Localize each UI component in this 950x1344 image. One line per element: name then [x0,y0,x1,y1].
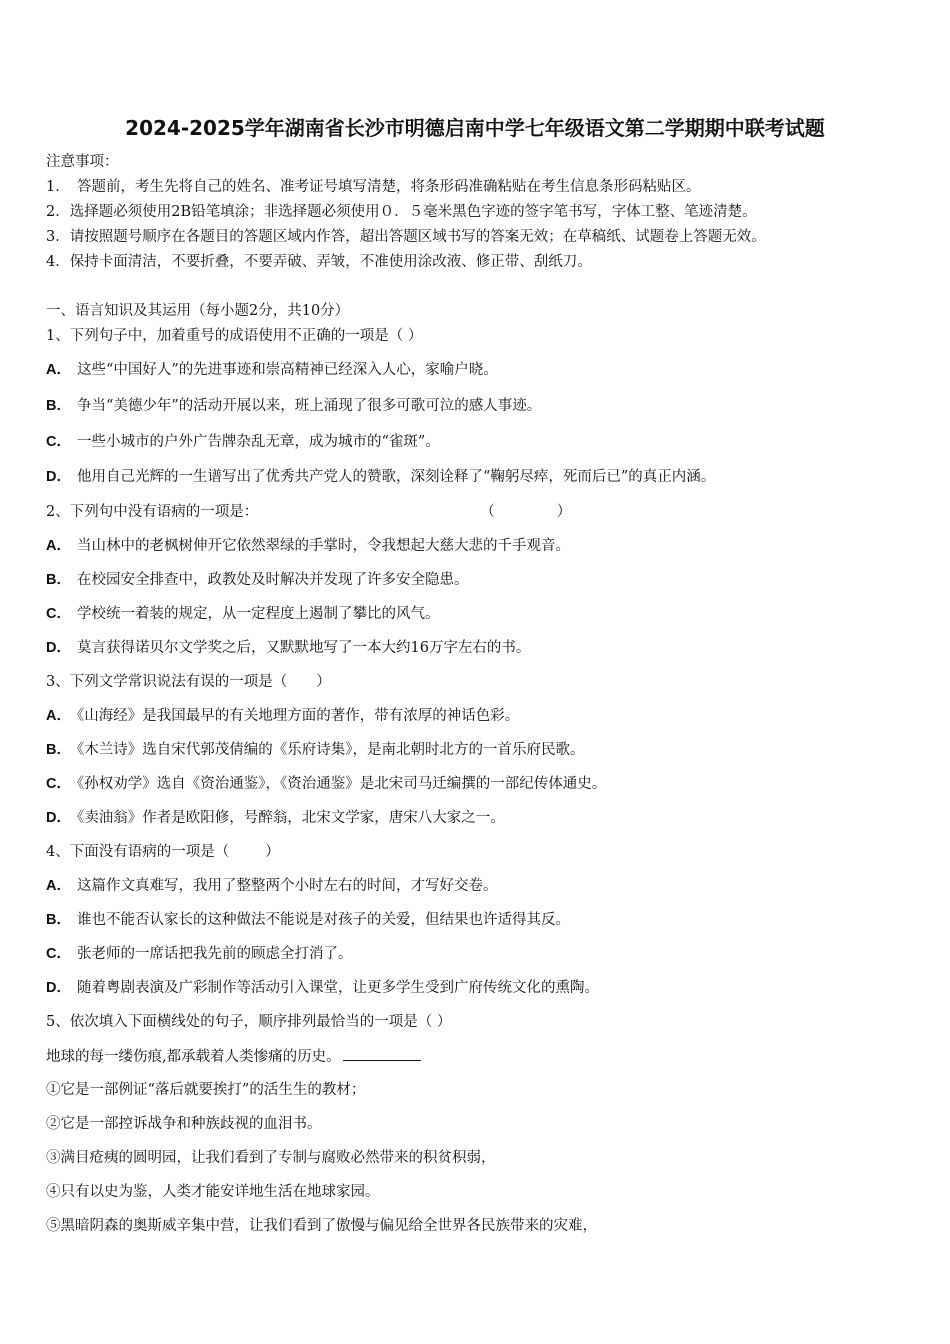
option-letter: D． [46,469,71,485]
exam-title: 2024-2025学年湖南省长沙市明德启南中学七年级语文第二学期期中联考试题 [125,116,825,140]
option-letter: B． [46,912,71,928]
question-3-option-c[interactable] [46,774,606,794]
option-text: 《山海经》是我国最早的有关地理方面的著作，带有浓厚的神话色彩。 [76,708,520,724]
option-text: 争当“美德少年”的活动开展以来，班上涌现了很多可歌可泣的感人事迹。 [76,398,542,414]
option-letter: B． [46,742,71,758]
option-text: 这篇作文真难写，我用了整整两个小时左右的时间，才写好交卷。 [76,878,498,894]
option-text: 他用自己光辉的一生谱写出了优秀共产党人的赞歌，深刻诠释了“鞠躬尽瘁，死而后已”的真正内涵。 [76,469,716,485]
notice-item-1: 1． 答题前，考生先将自己的姓名、准考证号填写清楚，将条形码准确粘贴在考生信息条形码粘贴区。 [46,179,701,195]
question-5-item-5: ⑤黑暗阴森的奥斯威辛集中营，让我们看到了傲慢与偏见给全世界各民族带来的灾难， [46,1218,597,1234]
option-text: 《木兰诗》选自宋代郭茂倩编的《乐府诗集》，是南北朝时北方的一首乐府民歌。 [76,742,585,758]
question-1-stem: 1、下列句子中，加着重号的成语使用不正确的一项是（ ） [46,328,423,344]
option-letter: D． [46,810,71,826]
fill-blank [343,1046,421,1061]
notice-item-2: 2．选择题必须使用2B铅笔填涂；非选择题必须使用０．５毫米黑色字迹的签字笔书写，字体工整、笔迹清楚。 [46,204,757,220]
option-text: 莫言获得诺贝尔文学奖之后，又默默地写了一本大约16万字左右的书。 [76,640,531,656]
option-text: 当山林中的老枫树伸开它依然翠绿的手掌时，令我想起大慈大悲的千手观音。 [76,538,570,554]
option-text: 《卖油翁》作者是欧阳修，号醉翁，北宋文学家，唐宋八大家之一。 [76,810,505,826]
section-heading: 一、语言知识及其运用（每小题2分，共10分） [46,303,350,319]
question-5-item-1: ①它是一部例证“落后就要挨打”的活生生的教材； [46,1082,366,1098]
question-5-item-3: ③满目疮痍的圆明园，让我们看到了专制与腐败必然带来的积贫积弱， [46,1150,496,1166]
question-4-option-a[interactable] [46,876,497,896]
answer-paren-close: ） [265,844,280,860]
option-letter: D． [46,980,71,996]
lead-text: 地球的每一缕伤痕,都承载着人类惨痛的历史。 [46,1049,341,1065]
question-2-option-a[interactable] [46,536,570,556]
question-3-option-b[interactable] [46,740,584,760]
question-2-option-d[interactable] [46,638,530,658]
answer-paren-open: （ [480,504,495,520]
question-3-stem: 3、下列文学常识说法有误的一项是（ ） [46,674,331,690]
option-text: 随着粤剧表演及广彩制作等活动引入课堂，让更多学生受到广府传统文化的熏陶。 [76,980,599,996]
option-text: 这些“中国好人”的先进事迹和崇高精神已经深入人心，家喻户晓。 [76,362,498,378]
option-letter: C． [46,776,71,792]
option-text: 《孙权劝学》选自《资治通鉴》，《资治通鉴》是北宋司马迁编撰的一部纪传体通史。 [76,776,607,792]
option-letter: A． [46,878,71,894]
option-text: 张老师的一席话把我先前的顾虑全打消了。 [76,946,353,962]
question-5-item-2: ②它是一部控诉战争和种族歧视的血泪书。 [46,1116,322,1132]
question-4-stem [46,842,280,862]
question-1-option-d[interactable] [46,467,715,487]
option-text: 一些小城市的户外广告牌杂乱无章，成为城市的“雀斑”。 [76,434,440,450]
option-letter: C． [46,606,71,622]
option-letter: B． [46,398,71,414]
option-letter: C． [46,946,71,962]
option-letter: A． [46,538,71,554]
question-5-lead [46,1046,421,1067]
notice-item-3: 3．请按照题号顺序在各题目的答题区域内作答，超出答题区域书写的答案无效；在草稿纸、试题卷上答题无效。 [46,229,766,245]
option-text: 谁也不能否认家长的这种做法不能说是对孩子的关爱，但结果也许适得其反。 [76,912,570,928]
question-2-option-c[interactable] [46,604,439,624]
question-2-option-b[interactable] [46,570,468,590]
question-3-option-d[interactable] [46,808,505,828]
answer-paren-close: ） [556,504,572,520]
option-letter: A． [46,708,71,724]
question-5-item-4: ④只有以史为鉴，人类才能安详地生活在地球家园。 [46,1184,380,1200]
question-5-stem: 5、依次填入下面横线处的句子，顺序排列最恰当的一项是（ ） [46,1014,452,1030]
option-text: 学校统一着装的规定，从一定程度上遏制了攀比的风气。 [76,606,440,622]
question-3-option-a[interactable] [46,706,519,726]
question-4-option-d[interactable] [46,978,599,998]
question-4-stem-text: 4、下面没有语病的一项是（ [46,844,230,860]
question-1-option-a[interactable] [46,360,498,380]
question-1-option-c[interactable] [46,432,440,452]
question-2-stem-text: 2、下列句中没有语病的一项是： [46,504,259,520]
notice-item-4: 4．保持卡面清洁，不要折叠，不要弄破、弄皱，不准使用涂改液、修正带、刮纸刀。 [46,254,592,270]
option-letter: B． [46,572,71,588]
option-letter: C． [46,434,71,450]
option-text: 在校园安全排查中，政教处及时解决并发现了许多安全隐患。 [76,572,469,588]
notice-heading: 注意事项： [46,154,119,170]
question-1-option-b[interactable] [46,396,541,416]
option-letter: A． [46,362,71,378]
question-4-option-b[interactable] [46,910,570,930]
option-letter: D． [46,640,71,656]
question-2-stem [46,502,571,522]
question-4-option-c[interactable] [46,944,352,964]
